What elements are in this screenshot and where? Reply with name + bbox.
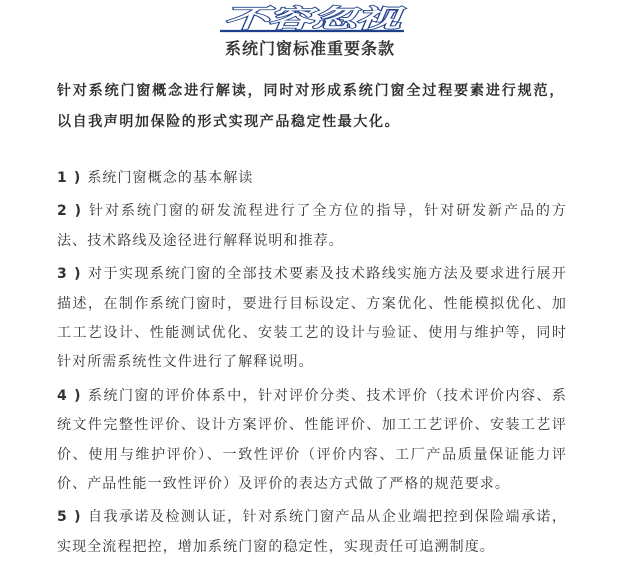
item-number: 4 ) [57,387,82,404]
list-item [57,197,567,256]
list-item [57,164,567,193]
logo-graphic [214,4,410,34]
page-title: 系统门窗标准重要条款 [224,39,395,58]
item-text: 系统门窗的评价体系中，针对评价分类、技术评价（技术评价内容、系统文件完整性评价、设计方案评价、性能评价、加工工艺评价、安装工艺评价、使用与维护评价）、一致性评价（评价内容、工厂产品质量保证能力评价、产品性能一致性评价）及评价的表达方式做了严格的规范要求。 [57,387,567,493]
item-number: 1 ) [57,170,82,186]
clause-list [57,164,567,566]
item-number: 3 ) [57,266,82,283]
item-number: 5 ) [57,509,82,526]
item-text: 自我承诺及检测认证，针对系统门窗产品从企业端把控到保险端承诺，实现全流程把控，增加系统门窗的稳定性，实现责任可追溯制度。 [57,509,567,555]
list-item [57,260,567,378]
list-item [57,503,567,562]
intro-paragraph: 针对系统门窗概念进行解读，同时对形成系统门窗全过程要素进行规范，以自我声明加保险的形式实现产品稳定性最大化。 [57,83,565,130]
item-number: 2 ) [57,203,83,220]
item-text: 对于实现系统门窗的全部技术要素及技术路线实施方法及要求进行展开描述，在制作系统门窗时，要进行目标设定、方案优化、性能模拟优化、加工工艺设计、性能测试优化、安装工艺的设计与验证、使用与维护等，同时针对所需系统性文件进行了解释说明。 [57,266,567,371]
logo-text: 不容忽视 [224,4,408,33]
item-text: 针对系统门窗的研发流程进行了全方位的指导，针对研发新产品的方法、技术路线及途径进行解释说明和推荐。 [57,203,567,249]
list-item [57,382,567,500]
logo [214,4,410,34]
item-text: 系统门窗概念的基本解读 [87,170,254,186]
